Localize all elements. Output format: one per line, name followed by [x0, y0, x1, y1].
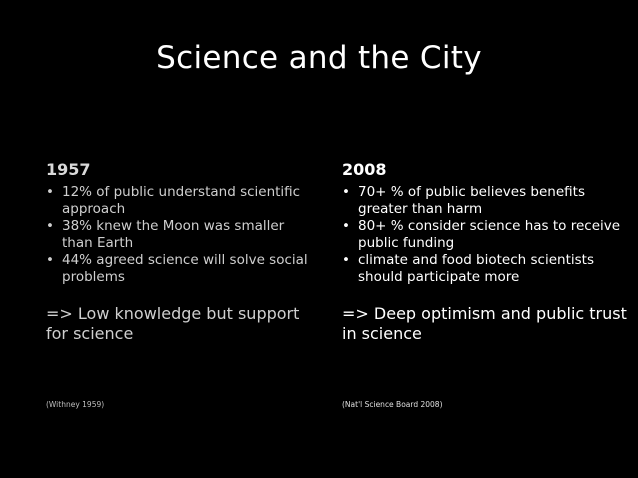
conclusion-text: => Low knowledge but support for science	[46, 304, 300, 343]
source-citation-left: (Withney 1959)	[46, 400, 105, 409]
bullet-list	[342, 184, 632, 286]
conclusion-text: => Deep optimism and public trust in science	[342, 304, 627, 343]
column-heading: 1957	[46, 160, 91, 179]
bullet-item	[46, 184, 308, 218]
bullet-item	[342, 184, 632, 218]
column-heading: 2008	[342, 160, 387, 179]
source-citation-right: (Nat'l Science Board 2008)	[342, 400, 443, 409]
bullet-dot: •	[342, 184, 350, 200]
bullet-text: 70+ % of public believes benefits greater than harm	[358, 184, 585, 217]
bullet-dot: •	[46, 184, 54, 200]
bullet-text: 80+ % consider science has to receive public funding	[358, 218, 621, 251]
bullet-list	[46, 184, 308, 286]
bullet-item	[342, 218, 632, 252]
column-1957	[46, 160, 308, 344]
bullet-dot: •	[46, 218, 54, 234]
slide-title: Science and the City	[156, 40, 482, 76]
bullet-item	[46, 218, 308, 252]
bullet-item	[46, 252, 308, 286]
column-2008	[342, 160, 632, 344]
bullet-dot: •	[46, 252, 54, 268]
bullet-item	[342, 252, 632, 286]
bullet-text: climate and food biotech scientists should participate more	[358, 252, 594, 285]
bullet-text: 44% agreed science will solve social problems	[62, 252, 308, 285]
bullet-text: 38% knew the Moon was smaller than Earth	[62, 218, 285, 251]
bullet-dot: •	[342, 218, 350, 234]
bullet-dot: •	[342, 252, 350, 268]
bullet-text: 12% of public understand scientific approach	[62, 184, 301, 217]
